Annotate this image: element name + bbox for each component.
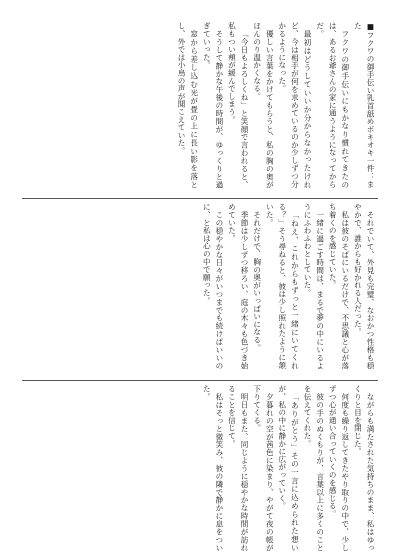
- paragraph: 夕暮れの空が茜色に染まり、やがて夜の帳が下りてくる。: [252, 385, 275, 551]
- paragraph: 私は彼のそばにいるだけで、不思議と心が落ち着くのを感じていた。: [328, 203, 350, 369]
- paragraph: そうして静かな午後の時間が、ゆっくりと過ぎていった。: [202, 22, 224, 188]
- paragraph: 窓から差し込む光が畳の上に長い影を落とし、外では小鳥の声が聞こえていた。: [177, 22, 199, 188]
- paragraph: 季節は少しずつ移ろい、庭の木々も色づき始めていた。: [227, 203, 250, 369]
- vertical-text-column-2: [24, 203, 376, 369]
- text-block-middle: [22, 198, 378, 372]
- paragraph: 一緒に過ごす時間は、まるで夢の中にいるようにふわふわとしていた。: [303, 203, 325, 369]
- paragraph: それだけで、胸の奥がいっぱいになる。: [252, 210, 262, 351]
- paragraph: 「ありがとう」その一言に込められた想いが、私の中に静かに広がっていく。: [277, 385, 300, 551]
- vertical-text-column-3: [24, 385, 376, 551]
- paragraph: 優しい言葉をかけてもらうと、私の胸の奥がほんのり温かくなる。: [252, 22, 275, 188]
- paragraph: この穏やかな日々がいつまでも続けばいいのに、と私は心の中で願った。: [202, 203, 224, 369]
- text-block-bottom: [22, 380, 378, 554]
- paragraph: 最初はどうしていいか分からなかったけれど、今は相手が何を求めているのか少しずつ分かるようになった。: [277, 22, 313, 188]
- paragraph: フクワの御手伝いにもかなり慣れてきたのは、あるお爺さんの家に通うようになってからだ。: [315, 22, 350, 188]
- vertical-text-column-1: [24, 22, 376, 188]
- paragraph: 「ねえ、これからもずっと一緒にいてくれる？」そう尋ねると、彼は少し照れたように頷いた。: [265, 203, 300, 369]
- paragraph: 「今日もよろしくね」と笑顔で言われると、私もつい頬が緩んでしまう。: [227, 22, 250, 188]
- section-heading: ■フクワの御手伝い乳首舐めボキオキ一件：また: [353, 22, 375, 188]
- text-block-top: [22, 18, 378, 190]
- paragraph: 明日もまた、同じように穏やかな時間が訪れることを信じて。: [227, 385, 250, 551]
- paragraph: それでいて、外見も完璧、なおかつ性格も穏やかで、誰からも好かれる人だった。: [353, 203, 375, 369]
- paragraph: 彼の手のぬくもりが、言葉以上に多くのことを伝えてくれた。: [303, 385, 325, 551]
- paragraph: ながらも満たされた気持ちのまま、私はゆっくりと目を閉じた。: [353, 385, 375, 551]
- paragraph: 私はそっと微笑み、彼の隣で静かに息をついた。: [202, 385, 224, 551]
- paragraph: 何度も繰り返してきたやり取りの中で、少しずつ心が通い合っていくのを感じる。: [328, 385, 350, 551]
